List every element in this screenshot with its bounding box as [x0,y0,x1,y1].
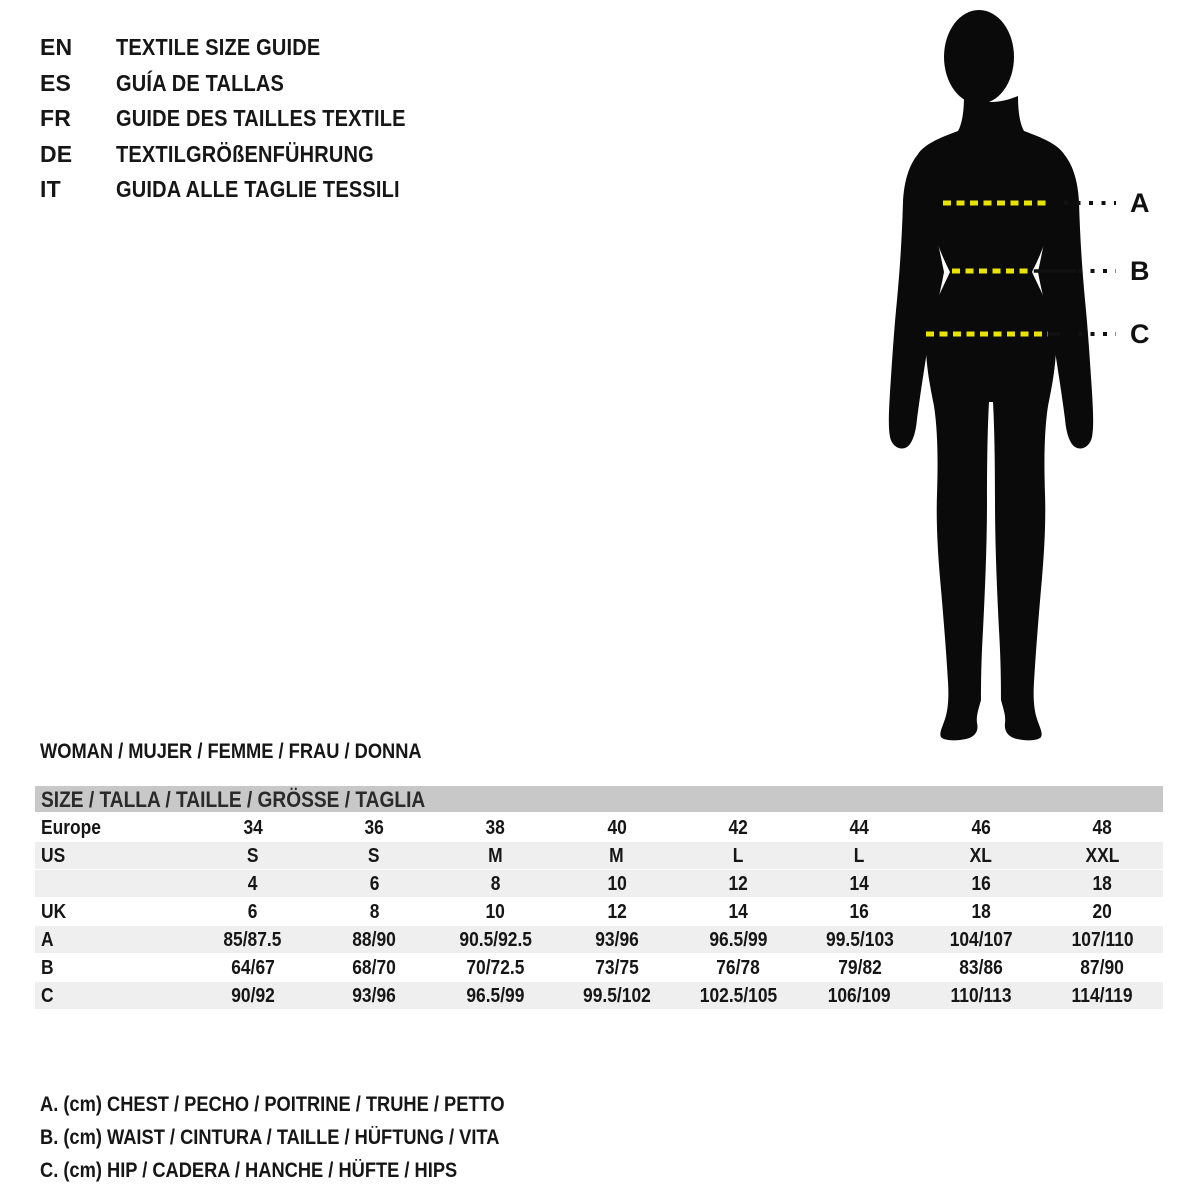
table-cell: 79/82 [837,957,882,979]
language-title: GUIDE DES TAILLES TEXTILE [116,105,406,132]
table-cell: 48 [1092,817,1112,839]
language-title-list [40,30,449,208]
table-cell: 16 [849,901,870,923]
language-code: IT [40,176,61,203]
legend-hip: C. (cm) HIP / CADERA / HANCHE / HÜFTE / HIPS [40,1159,458,1182]
table-cell: 99.5/103 [825,929,894,951]
table-cell: 38 [485,817,506,839]
table-cell: 14 [728,901,748,923]
table-cell: 42 [728,817,748,839]
table-cell: 10 [485,901,506,923]
silhouette-body [918,96,1064,740]
row-label: Europe [41,817,101,839]
table-cell: 96.5/99 [709,929,768,951]
table-cell: L [732,845,744,867]
measurement-figure [840,0,1170,745]
language-row-it [40,172,449,208]
table-cell: 88/90 [352,929,396,951]
size-table [35,786,1163,1010]
table-cell: 64/67 [230,957,275,979]
legend-chest: A. (cm) CHEST / PECHO / POITRINE / TRUHE / PETTO [40,1093,505,1116]
table-cell: 34 [243,817,263,839]
table-cell: 10 [607,873,627,895]
table-row-us [35,842,1163,870]
table-row-us-numeric [35,870,1163,898]
language-code: DE [40,140,73,167]
language-row-en [40,30,449,66]
table-cell: XXL [1085,845,1120,867]
language-row-es [40,66,449,102]
table-cell: S [246,845,259,867]
table-cell: 93/96 [595,929,639,951]
language-title: TEXTILGRÖßENFÜHRUNG [116,140,374,167]
table-cell: 18 [1092,873,1112,895]
table-cell: 114/119 [1071,985,1133,1007]
language-code: EN [40,34,73,61]
waist-label: B [1130,256,1150,286]
language-title: GUIDA ALLE TAGLIE TESSILI [116,176,400,203]
table-cell: 90/92 [230,985,275,1007]
language-title: TEXTILE SIZE GUIDE [116,34,321,61]
table-cell: 87/90 [1080,957,1125,979]
woman-silhouette-svg [840,0,1170,745]
table-cell: 110/113 [950,985,1012,1007]
table-cell: 40 [607,817,627,839]
language-title: GUÍA DE TALLAS [116,69,285,96]
table-cell: L [854,845,865,867]
row-label: US [41,845,66,867]
table-cell: 46 [971,817,991,839]
measurement-legend [40,1088,574,1187]
table-cell: 83/86 [959,957,1003,979]
chest-label: A [1130,188,1150,218]
table-cell: 93/96 [352,985,396,1007]
table-cell: 104/107 [949,929,1013,951]
table-cell: 16 [971,873,991,895]
table-cell: S [368,845,380,867]
table-row-europe [35,814,1163,842]
table-cell: 102.5/105 [699,985,777,1007]
table-cell: 6 [247,901,258,923]
table-cell: 8 [369,901,379,923]
gender-title: WOMAN / MUJER / FEMME / FRAU / DONNA [40,740,422,763]
table-cell: 90.5/92.5 [459,929,532,951]
table-row-waist-b [35,954,1163,982]
row-label: B [41,957,54,979]
table-cell: 73/75 [595,957,639,979]
row-label: A [41,929,54,951]
language-code: ES [40,69,72,96]
table-row-hip-c [35,982,1163,1010]
row-label: C [41,985,54,1007]
table-row-chest-a [35,926,1163,954]
table-cell: 106/109 [828,985,892,1007]
silhouette-head [944,10,1014,104]
hip-label: C [1130,319,1150,349]
size-table-header: SIZE / TALLA / TAILLE / GRÖSSE / TAGLIA [35,786,1163,814]
table-cell: 76/78 [716,957,760,979]
table-cell: 4 [247,873,258,895]
table-cell: 85/87.5 [223,929,282,951]
table-cell: 99.5/102 [582,985,651,1007]
table-cell: 36 [364,817,384,839]
table-cell: XL [969,845,993,867]
table-cell: 12 [607,901,627,923]
table-cell: M [609,845,625,867]
table-row-uk [35,898,1163,926]
legend-waist: B. (cm) WAIST / CINTURA / TAILLE / HÜFTUNG / VITA [40,1126,500,1149]
table-cell: 68/70 [352,957,396,979]
table-cell: 107/110 [1071,929,1134,951]
row-label: UK [41,901,67,923]
row-label [35,870,192,897]
table-cell: 96.5/99 [466,985,525,1007]
table-cell: 8 [490,873,501,895]
table-cell: 70/72.5 [466,957,525,979]
language-code: FR [40,105,72,132]
language-row-fr [40,101,449,137]
table-cell: 14 [849,873,870,895]
table-cell: 6 [369,873,379,895]
table-cell: 12 [728,873,748,895]
table-cell: 18 [971,901,991,923]
language-row-de [40,137,449,173]
table-cell: M [488,845,503,867]
table-cell: 44 [849,817,870,839]
table-cell: 20 [1092,901,1112,923]
